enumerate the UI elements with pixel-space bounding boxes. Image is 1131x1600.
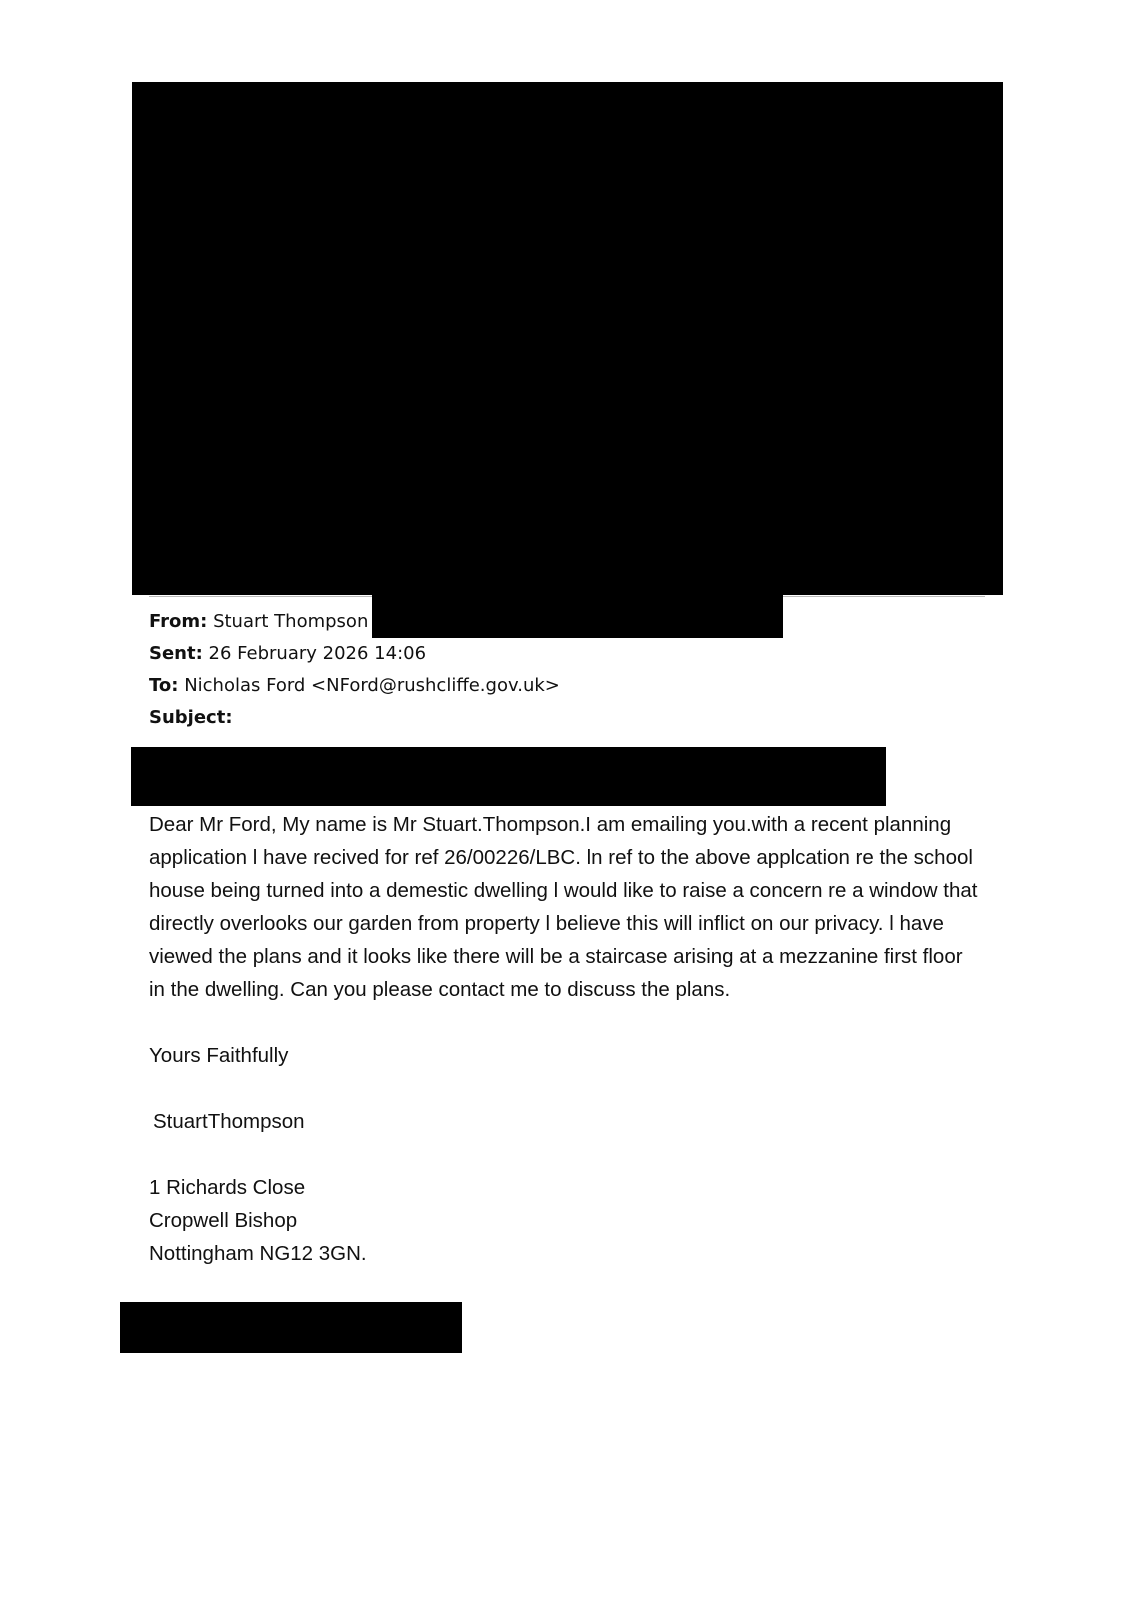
sent-line [149,638,560,670]
address-line-2: Cropwell Bishop [149,1209,298,1232]
redaction-block-subject [131,747,886,806]
subject-label: Subject: [149,707,233,728]
from-label: From: [149,611,208,632]
to-label: To: [149,675,179,696]
spacer [149,1138,979,1171]
signature-name: StuartThompson [153,1110,305,1133]
from-value: Stuart Thompson [213,611,369,632]
spacer [149,1006,979,1039]
sent-value: 26 February 2026 14:06 [208,643,427,664]
email-body [149,808,979,1270]
redaction-block-top [132,82,1003,595]
spacer [149,1072,979,1105]
redaction-block-sender-email [372,595,783,638]
address-line-3: Nottingham NG12 3GN. [149,1242,367,1265]
sent-label: Sent: [149,643,203,664]
to-value: Nicholas Ford <NFord@rushcliffe.gov.uk> [184,675,560,696]
body-paragraph: Dear Mr Ford, My name is Mr Stuart.Thompson.I am emailing you.with a recent planning application l have recived for ref 26/00226/LBC. ln ref to the above applcation re the school house being turned into a demestic dwelling l would like to raise a concern re a window that directly overlooks our garden from property l believe this will inflict on our privacy. l have viewed the plans and it looks like there will be a staircase arising at a mezzanine first floor in the dwelling. Can you please contact me to discuss the plans. [149,813,978,1001]
to-line [149,670,560,702]
redaction-block-bottom [120,1302,462,1353]
subject-line [149,702,560,734]
address-line-1: 1 Richards Close [149,1176,306,1199]
closing-line: Yours Faithfully [149,1044,289,1067]
